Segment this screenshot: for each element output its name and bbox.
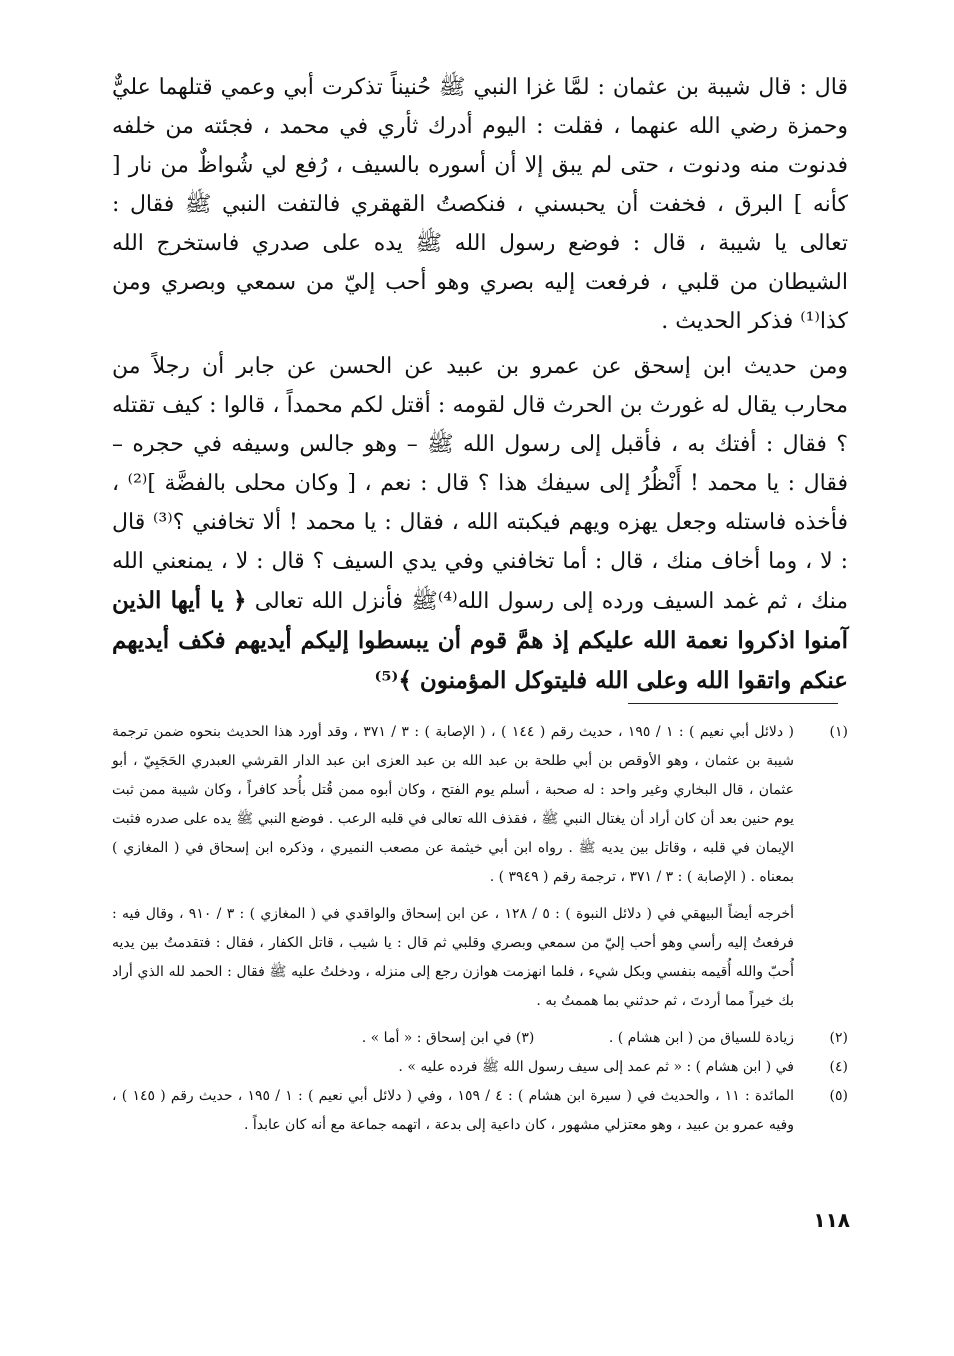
footnote-4 [112,1053,848,1082]
page-number: ١١٨ [813,1208,850,1232]
footnote-number: (١) [829,724,848,740]
quran-verse: ﴿ يا أيها الذين آمنوا اذكروا نعمة الله عليكم إذ همَّ قوم أن يبسطوا إليكم أيديهم فكف أيديهم عنكم واتقوا الله وعلى الله فليتوكل المؤمنون ﴾⁽⁵⁾ [112,587,848,694]
footnote-5 [112,1082,848,1140]
main-text [112,68,848,701]
footnotes [112,718,848,1140]
paragraph-ghawrath-text: ومن حديث ابن إسحق عن عمرو بن عبيد عن الحسن عن جابر أن رجلاً من محارب يقال له غورث بن الحرث قال لقومه : أقتل لكم محمداً ، قالوا : كيف تقتله ؟ فقال : أفتك به ، فأقبل إلى رسول الله ﷺ – وهو جالس وسيفه في حجره – فقال : يا محمد ! أَنْظُرُ إلى سيفك هذا ؟ قال : نعم ، [ وكان محلى بالفضَّة ]⁽²⁾ ، فأخذه فاستله وجعل يهزه ويهم فيكبته الله ، فقال : يا محمد ! ألا تخافني ؟⁽³⁾ قال : لا ، وما أخاف منك ، قال : أما تخافني وفي يدي السيف ؟ قال : لا ، يمنعني الله منك ، ثم غمد السيف ورده إلى رسول الله⁽⁴⁾ﷺ فأنزل الله تعالى [112,354,848,614]
paragraph-ghawrath-story [112,347,848,701]
footnote-number: (٤) [829,1059,848,1075]
footnote-1-continuation: أخرجه أيضاً البيهقي في ( دلائل النبوة ) : ٥ / ١٢٨ ، عن ابن إسحاق والواقدي في ( المغازي ) : ٣ / ٩١٠ ، وقال فيه : فرفعتُ إليه رأسي وهو أحب إليّ من سمعي وبصري وقلبي ثم قال : يا شيب ، قاتل الكفار ، فقال : فتقدمتُ بين يديه أُحبّ والله أُقيمه بنفسي وبكل شيء ، فلما انهزمت هوازن رجع إلى منزله ، ودخلتُ عليه ﷺ فقال : الحمد لله الذي أراد بك خيراً مما أردتَ ، ثم حدثني بما هممتُ به . [112,906,794,1009]
footnote-divider [628,703,838,704]
footnote-3-text: (٣) في ابن إسحاق : « أما » . [361,1030,535,1046]
footnote-number: (٢) [829,1030,848,1046]
footnote-text [112,1024,794,1053]
footnote-number: (٥) [829,1088,848,1104]
footnote-text: المائدة : ١١ ، والحديث في ( سيرة ابن هشام ) : ٤ / ١٥٩ ، وفي ( دلائل أبي نعيم ) : ١ / ١٩٥ ، حديث رقم ( ١٤٥ ) ، وفيه عمرو بن عبيد ، وهو معتزلي مشهور ، كان داعية إلى بدعة ، اتهمه جماعة مع أنه كان عابداً . [112,1088,794,1133]
footnote-text: في ( ابن هشام ) : « ثم عمد إلى سيف رسول الله ﷺ فرده عليه » . [398,1059,794,1075]
footnote-2-3 [112,1024,848,1053]
footnote-text: ( دلائل أبي نعيم ) : ١ / ١٩٥ ، حديث رقم ( ١٤٤ ) ، ( الإصابة ) : ٣ / ٣٧١ ، وقد أورد هذا الحديث بنحوه ضمن ترجمة شيبة بن عثمان ، وهو الأوقص بن أبي طلحة بن عبد الله بن عبد العزى ابن عبد الدار القرشي العبدري الحَجَبِيّ ، أبو عثمان ، قال البخاري وغير واحد : له صحبة ، أسلم يوم الفتح ، وكان أبوه ممن قُتل بأُحد كافراً ، وكان شيبة ممن ثبت يوم حنين بعد أن كان أراد أن يغتال النبي ﷺ ، فقذف الله تعالى في قلبه الرعب . فوضع النبي ﷺ يده على صدره فثبت الإيمان في قلبه ، وقاتل بين يديه ﷺ . رواه ابن أبي خيثمة عن مصعب النميري ، وذكره ابن إسحاق في ( المغازي ) بمعناه . ( الإصابة ) : ٣ / ٣٧١ ، ترجمة رقم ( ٣٩٤٩ ) . [112,724,794,885]
footnote-2-text: زيادة للسياق من ( ابن هشام ) . [608,1030,794,1046]
paragraph-shaiba-story: قال : قال شيبة بن عثمان : لمَّا غزا النبي ﷺ حُنيناً تذكرت أبي وعمي قتلهما عليٌّ وحمزة رضي الله عنهما ، فقلت : اليوم أدرك ثأري في محمد ، فجئته من خلفه فدنوت منه ودنوت ، حتى لم يبق إلا أن أسوره بالسيف ، رُفع لي شُواظٌ من نار [ كأنه ] البرق ، فخفت أن يحبسني ، فنكصتُ القهقري فالتفت النبي ﷺ فقال : تعالى يا شيبة ، قال : فوضع رسول الله ﷺ يده على صدري فاستخرج الله الشيطان من قلبي ، فرفعت إليه بصري وهو أحب إليّ من سمعي وبصري ومن كذا⁽¹⁾ فذكر الحديث . [112,75,849,334]
footnote-1 [112,718,848,892]
